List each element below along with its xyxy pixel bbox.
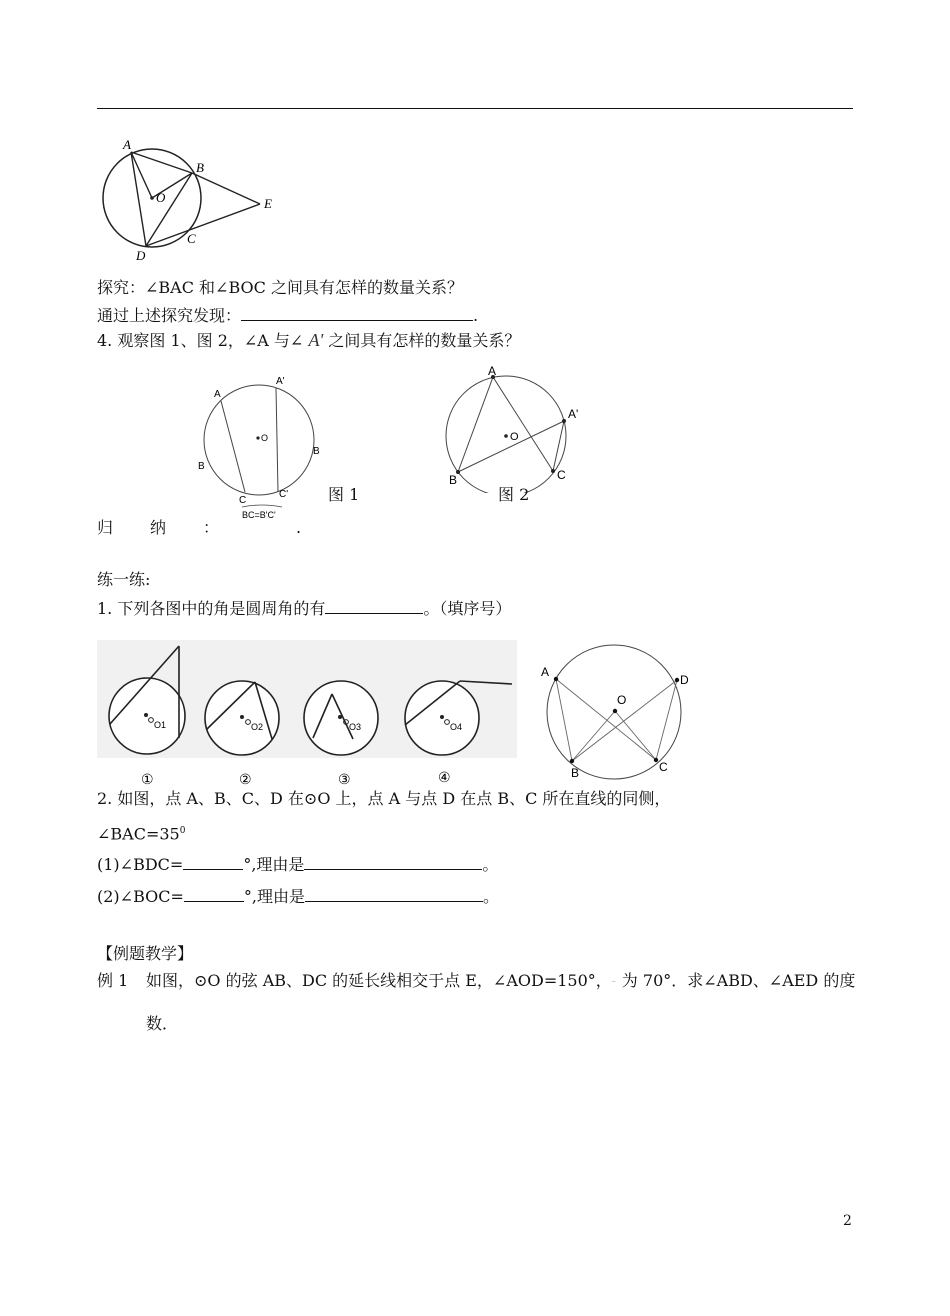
- figure-2: [440, 363, 590, 493]
- q1-text: 1. 下列各图中的角是圆周角的有: [97, 599, 326, 618]
- q2-1-blank-reason[interactable]: [304, 853, 482, 870]
- fig1-label-C-prime: C': [279, 489, 289, 500]
- label-B: B: [196, 160, 204, 175]
- practice-q2-given: [97, 821, 185, 844]
- summary-end: .: [296, 518, 302, 537]
- q2-2-end: 。: [482, 887, 499, 906]
- q2-1-mid: °,理由是: [243, 855, 305, 874]
- arc-ad-glyph: ⌢: [611, 977, 616, 985]
- abcd-label-A: A: [541, 665, 550, 679]
- circle-figure-top: [95, 130, 295, 265]
- fig2-label-A-prime: A': [568, 407, 579, 421]
- label-A: A: [123, 137, 131, 152]
- abcd-label-B: B: [571, 766, 580, 780]
- circle-2-center: O2: [251, 722, 264, 732]
- explore-question: 探究：∠BAC 和∠BOC 之间具有怎样的数量关系？: [97, 278, 463, 297]
- practice-q1: [97, 597, 511, 619]
- q4-text-before: 4. 观察图 1、图 2，∠A 与∠: [97, 331, 304, 350]
- finding-prefix: 通过上述探究发现：: [97, 306, 242, 325]
- circle-2-label: ②: [239, 771, 252, 787]
- fig2-caption: 图 2: [498, 485, 530, 504]
- fig1-label-B: B: [198, 461, 205, 472]
- q2-2-blank-reason[interactable]: [305, 885, 483, 902]
- q2-2-prefix: (2)∠BOC=: [97, 887, 184, 906]
- circle-1-center: O1: [154, 720, 167, 730]
- finding-suffix: .: [473, 306, 479, 325]
- fig1-label-O: O: [261, 433, 269, 443]
- fig2-label-O: O: [510, 431, 519, 443]
- finding-blank[interactable]: [241, 304, 473, 321]
- summary-colon: ：: [203, 518, 220, 537]
- label-C: C: [187, 231, 196, 246]
- q2-given: ∠BAC=35: [97, 824, 180, 844]
- circle-4-label: ④: [438, 769, 451, 785]
- q4-text-after: 之间具有怎样的数量关系？: [328, 331, 521, 350]
- q1-suffix: 。（填序号）: [423, 599, 512, 618]
- circle-3-label: ③: [338, 771, 351, 787]
- summary-label-1: 归: [97, 518, 114, 537]
- fig1-label-B-prime: B: [313, 446, 320, 457]
- q4-a-prime: A': [308, 330, 324, 350]
- fig1-label-C: C: [239, 495, 247, 506]
- header-rule: [97, 108, 853, 109]
- example-section-title: 【例题教学】: [97, 944, 194, 963]
- q2-1-prefix: (1)∠BDC=: [97, 855, 184, 874]
- label-O: O: [156, 190, 166, 205]
- summary-label-2: 纳: [150, 518, 167, 537]
- fig2-label-A: A: [488, 364, 497, 378]
- q2-1-end: 。: [482, 855, 499, 874]
- abcd-circle-figure: [535, 640, 695, 785]
- q2-2-mid: °,理由是: [243, 887, 305, 906]
- practice-q2-2: [97, 885, 499, 907]
- label-D: D: [136, 248, 146, 263]
- practice-q2-1: [97, 853, 498, 875]
- q1-blank[interactable]: [325, 597, 423, 614]
- fig2-label-B: B: [449, 473, 458, 487]
- label-E: E: [264, 196, 272, 211]
- example-label: 例 1: [97, 971, 129, 990]
- q2-2-blank-angle[interactable]: [184, 885, 244, 902]
- q2-1-blank-angle[interactable]: [183, 853, 243, 870]
- q2-given-sup: 0: [179, 826, 186, 836]
- practice-q2: 2. 如图，点 A、B、C、D 在⊙O 上，点 A 与点 D 在点 B、C 所在直线的同侧，: [97, 789, 671, 808]
- fig1-caption: 图 1: [328, 485, 360, 504]
- circle-1-label: ①: [141, 771, 154, 787]
- practice-title: 练一练:: [97, 570, 151, 589]
- fig1-arc-note: BC=B'C': [242, 510, 276, 520]
- example-line-1a: 如图，⊙O 的弦 AB、DC 的延长线相交于点 E，∠AOD=150°，: [146, 971, 612, 990]
- abcd-label-D: D: [680, 673, 689, 687]
- fig1-label-A-prime: A': [276, 376, 285, 387]
- example-line-1b: 为 70°．求∠ABD、∠AED 的度: [621, 971, 856, 990]
- four-circles-figure: [97, 640, 517, 790]
- fig2-label-C: C: [557, 468, 566, 482]
- example-line-1: [146, 971, 855, 992]
- explore-finding: [97, 304, 478, 326]
- question-4: [97, 330, 520, 351]
- page-number: 2: [843, 1213, 852, 1229]
- abcd-label-O: O: [617, 693, 627, 707]
- circle-4-center: O4: [450, 722, 463, 732]
- fig1-label-A: A: [214, 389, 221, 400]
- example-line-2: 数．: [146, 1014, 179, 1033]
- abcd-label-C: C: [659, 760, 668, 774]
- circle-3-center: O3: [349, 722, 362, 732]
